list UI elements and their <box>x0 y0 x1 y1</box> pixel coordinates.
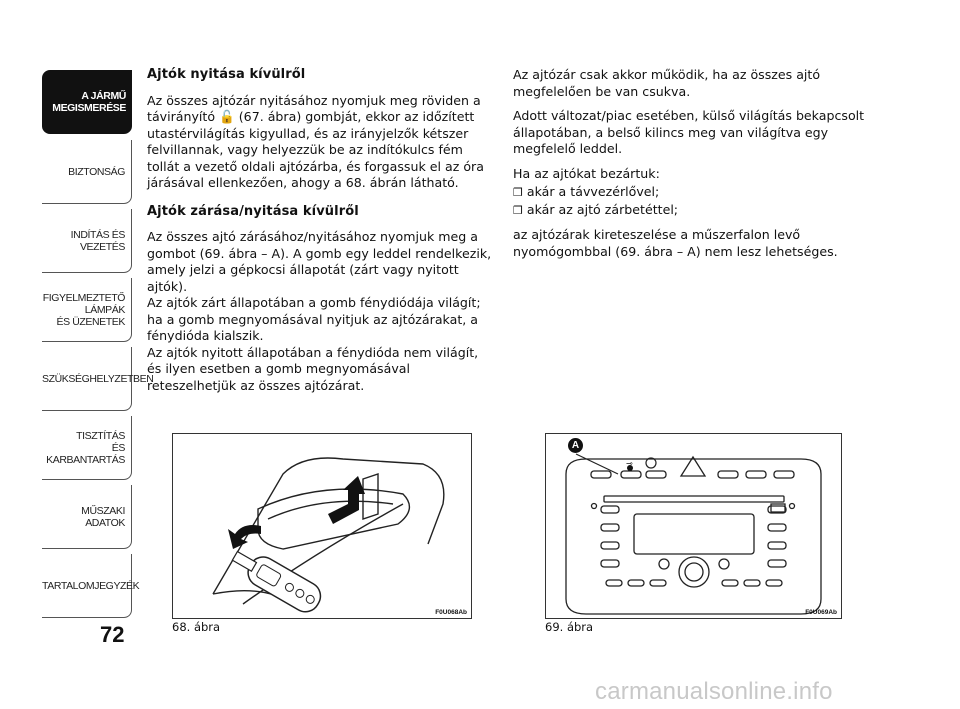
checkbox-bullet-icon: ❒ <box>513 203 523 217</box>
bullet-item <box>513 184 868 202</box>
remote-key-icon <box>227 543 325 617</box>
tab-figyelmezteto-lampak[interactable] <box>42 278 132 342</box>
tab-label-line: LÁMPÁK <box>84 303 125 316</box>
watermark: carmanualsonline.info <box>595 678 833 705</box>
text-column-left <box>147 67 495 402</box>
paragraph: Az összes ajtózár nyitásához nyomjuk meg röviden a távirányító 🔓 (67. ábra) gombját, ekkor az időzített utastérvilágítás kigyullad, és az irányjelzők kétszer felvillannak, vagy helyezzük be az indítókulcs fém tollát a vezető oldali ajtózárba, és forgassuk el az óra járásával ellenkezően, ahogy a 68. ábrán látható. <box>147 92 484 190</box>
label-a-text: A <box>571 440 580 451</box>
tab-label-line: MŰSZAKI ADATOK <box>81 504 125 529</box>
tab-label-line: TARTALOMJEGYZÉK <box>42 579 140 592</box>
figure-code: F0U069Ab <box>805 609 837 616</box>
tab-biztonsag[interactable] <box>42 140 132 204</box>
tab-tisztitas-es-karbantartas[interactable] <box>42 416 132 480</box>
tab-tartalomjegyzek[interactable] <box>42 554 140 618</box>
tab-szukseghelyzetben[interactable] <box>42 347 154 411</box>
svg-text:⊸: ⊸ <box>626 459 633 468</box>
paragraph: Az ajtók nyitott állapotában a fénydióda nem világít, és ilyen esetben a gomb megnyomásával reteszelhetjük az összes ajtózárat. <box>147 344 479 393</box>
bullet-text: akár az ajtó zárbetéttel; <box>526 201 679 217</box>
tab-label-line: INDÍTÁS ÉS VEZETÉS <box>70 228 125 253</box>
door-handle-key-illustration <box>173 434 471 618</box>
tab-a-jarmu-megismerese[interactable] <box>42 70 132 134</box>
tab-label-line: MEGISMERÉSE <box>52 102 126 114</box>
figure-code: F0U068Ab <box>435 609 467 616</box>
tab-inditas-es-vezetes[interactable] <box>42 209 132 273</box>
paragraph: Az összes ajtó zárásához/nyitásához nyomjuk meg a gombot (69. ábra – A). A gomb egy leddel rendelkezik, amely jelzi a gépkocsi állapotát (zárt vagy nyitott ajtók). <box>147 229 492 294</box>
paragraph: Ha az ajtókat bezártuk: <box>513 165 660 181</box>
paragraph: az ajtózárak kireteszelése a műszerfalon levő nyomógombbal (69. ábra – A) nem lesz lehetséges. <box>513 227 838 259</box>
label-a-badge <box>568 438 583 453</box>
figure-door-handle-key <box>172 433 472 619</box>
bullet-text: akár a távvezérlővel; <box>526 184 660 199</box>
tab-muszaki-adatok[interactable] <box>42 485 132 549</box>
section-heading: Ajtók nyitása kívülről <box>147 67 306 82</box>
tab-label-line: ÉS ÜZENETEK <box>56 315 125 328</box>
section-heading: Ajtók zárása/nyitása kívülről <box>147 203 359 219</box>
tab-label-line: A JÁRMŰ <box>81 90 126 102</box>
checkbox-bullet-icon: ❒ <box>513 186 523 199</box>
tab-label-line: ÉS KARBANTARTÁS <box>46 441 125 466</box>
bullet-item <box>513 202 868 220</box>
figure-caption: 68. ábra <box>172 620 221 634</box>
paragraph: Adott változat/piac esetében, külső világítás bekapcsolt állapotában, a belső kilincs meg van világítva egy megfelelő leddel. <box>513 108 865 156</box>
paragraph: Az ajtózár csak akkor működik, ha az összes ajtó megfelelően be van csukva. <box>513 67 821 99</box>
text-column-right <box>513 67 868 268</box>
figure-dashboard-console <box>545 433 842 619</box>
tab-label-line: SZÜKSÉGHELYZETBEN <box>42 372 154 385</box>
tab-label-line: BIZTONSÁG <box>68 165 125 178</box>
figure-caption: 69. ábra <box>545 620 594 634</box>
tab-label-line: TISZTÍTÁS <box>76 429 125 442</box>
paragraph: Az ajtók zárt állapotában a gomb fénydiódája világít; ha a gomb megnyomásával nyitjuk az ajtózárakat, a fénydióda kialszik. <box>147 295 481 343</box>
page-number: 72 <box>100 622 125 647</box>
dashboard-console-illustration <box>546 434 841 618</box>
tab-label-line: FIGYELMEZTETŐ <box>42 291 125 304</box>
